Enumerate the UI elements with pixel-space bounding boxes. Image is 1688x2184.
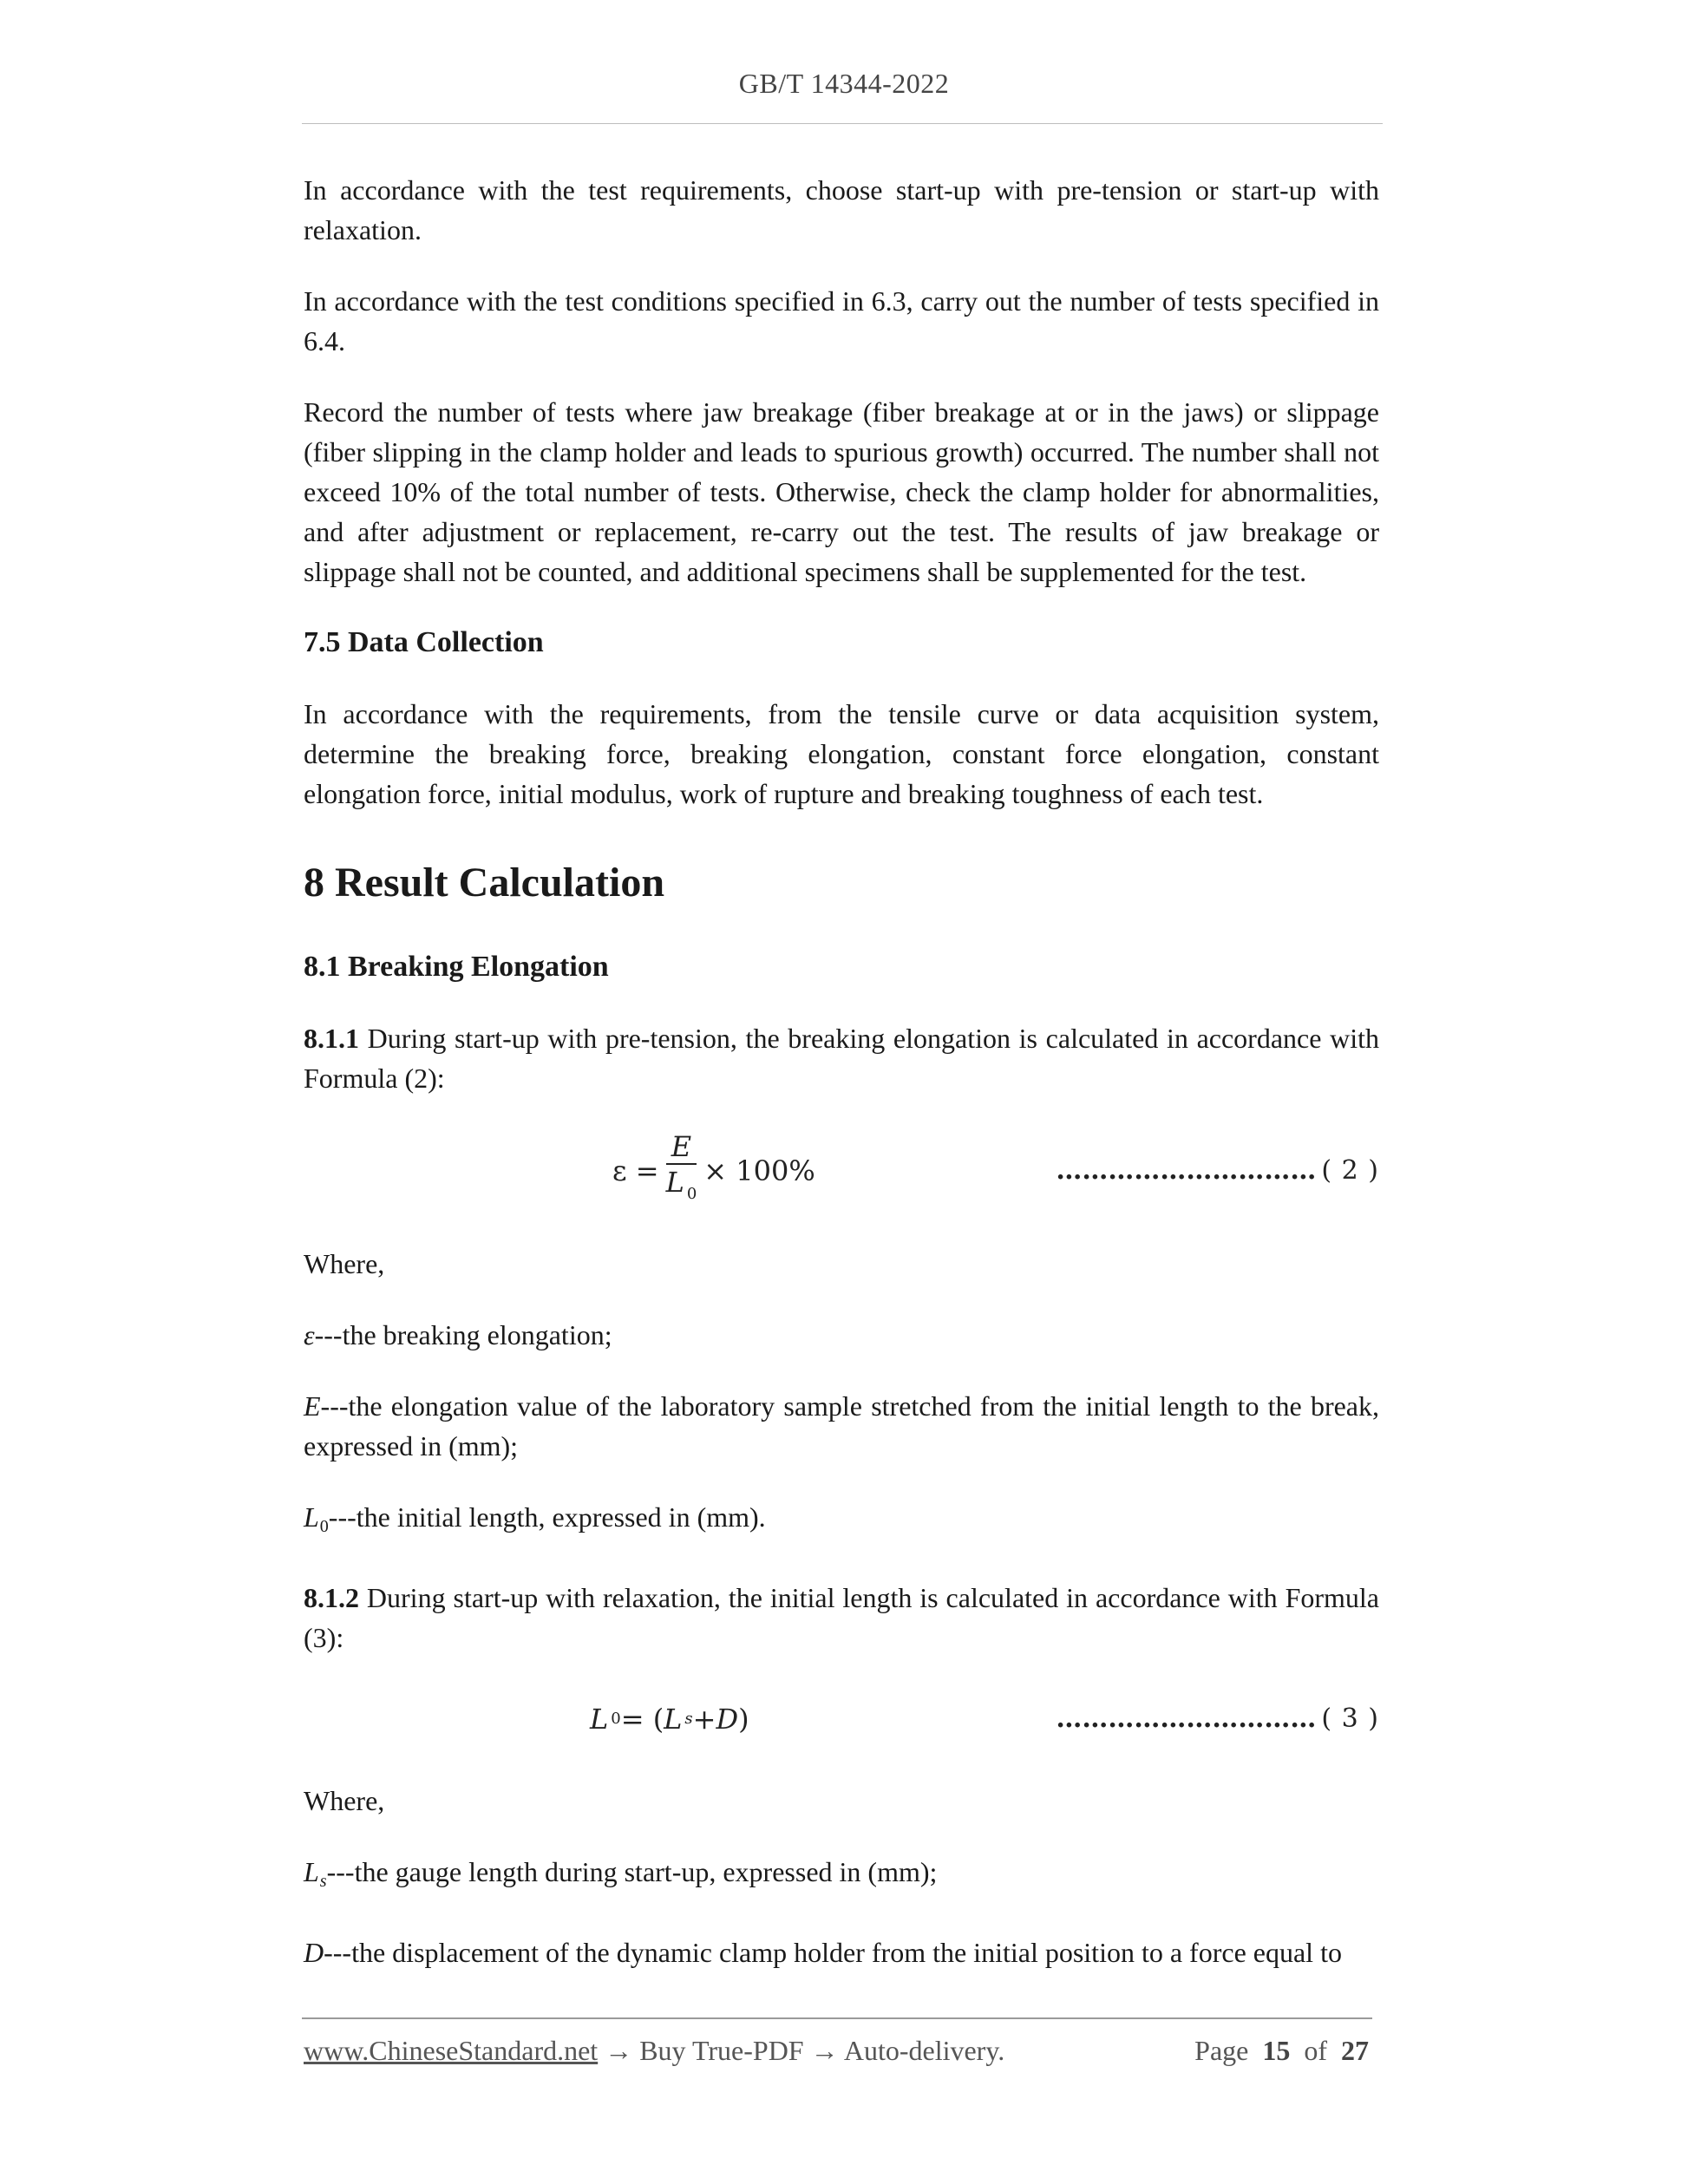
definition-text: ---the displacement of the dynamic clamp holder from the initial position to a force equal to bbox=[324, 1937, 1342, 1968]
clause-number: 8.1.2 bbox=[304, 1582, 359, 1613]
where-label-2: Where, bbox=[304, 1785, 385, 1816]
definition-symbol: D bbox=[304, 1937, 324, 1968]
formula-2-lhs: ε = bbox=[612, 1154, 659, 1187]
definition-text: ---the breaking elongation; bbox=[314, 1319, 612, 1350]
heading-7-5: 7.5 Data Collection bbox=[304, 626, 544, 658]
paragraph-startup-choice: In accordance with the test requirements, choose start-up with pre-tension or start-up with relaxation. bbox=[304, 174, 1379, 245]
header-divider bbox=[302, 123, 1383, 124]
formula-3-plus: + bbox=[692, 1703, 716, 1736]
formula-3-close: ) bbox=[738, 1703, 749, 1736]
formula-3-ls: L bbox=[664, 1703, 683, 1736]
formula-3-lhs-subscript: 0 bbox=[611, 1710, 621, 1728]
leader-dots: ………………………… bbox=[1056, 1155, 1317, 1186]
formula-3-d: D bbox=[716, 1703, 739, 1736]
definition-text: ---the initial length, expressed in (mm). bbox=[328, 1501, 766, 1533]
formula-2-denominator bbox=[666, 1165, 697, 1212]
definition-ls bbox=[304, 1852, 1379, 1901]
paragraph-jaw-breakage: Record the number of tests where jaw breakage (fiber breakage at or in the jaws) or slippage (fiber slipping in the clamp holder and leads to spurious growth) occurred. The number shall not exceed 10% of the total number of tests. Otherwise, check the clamp holder for abnormalities, and after adjustment or replacement, re-carry out the test. The results of jaw breakage or slippage shall not be counted, and additional specimens shall be supplemented for the test. bbox=[304, 396, 1379, 587]
clause-8-1-1 bbox=[304, 1018, 1379, 1098]
website-link[interactable]: www.ChineseStandard.net bbox=[304, 2035, 599, 2066]
heading-8: 8 Result Calculation bbox=[304, 860, 665, 906]
equation-number: ( 2 ) bbox=[1321, 1155, 1379, 1186]
denominator-symbol: L bbox=[665, 1166, 684, 1199]
page-number: 15 bbox=[1262, 2035, 1291, 2066]
footer-promo-text: → Buy True-PDF → Auto-delivery. bbox=[598, 2035, 1005, 2066]
leader-dots: ………………………… bbox=[1056, 1703, 1317, 1734]
of-word: of bbox=[1304, 2035, 1327, 2066]
clause-text: During start-up with relaxation, the initial length is calculated in accordance with Formula (3): bbox=[304, 1582, 1379, 1653]
definition-l0 bbox=[304, 1497, 1379, 1546]
formula-2-fraction bbox=[666, 1130, 697, 1212]
definition-d bbox=[304, 1932, 1379, 1972]
formula-3 bbox=[304, 1689, 1379, 1749]
where-label-1: Where, bbox=[304, 1248, 385, 1279]
formula-2-expression bbox=[612, 1129, 815, 1213]
formula-2-number bbox=[1056, 1129, 1379, 1213]
definition-symbol: L bbox=[304, 1501, 319, 1533]
formula-3-lhs: L bbox=[590, 1703, 609, 1736]
formula-3-expression bbox=[590, 1689, 749, 1749]
definition-epsilon bbox=[304, 1315, 1379, 1355]
formula-2-tail: × 100% bbox=[703, 1154, 815, 1187]
paragraph-test-count: In accordance with the test conditions specified in 6.3, carry out the number of tests specified in 6.4. bbox=[304, 285, 1379, 356]
definition-e bbox=[304, 1386, 1379, 1466]
definition-subscript: s bbox=[319, 1872, 327, 1891]
page-header: GB/T 14344-2022 bbox=[738, 68, 950, 99]
formula-3-ls-subscript: s bbox=[684, 1710, 693, 1728]
formula-3-equals: = ( bbox=[620, 1703, 664, 1736]
definition-symbol: E bbox=[304, 1390, 321, 1422]
clause-text: During start-up with pre-tension, the breaking elongation is calculated in accordance with Formula (2): bbox=[304, 1023, 1379, 1094]
page-indicator bbox=[1194, 2035, 1369, 2067]
footer-promo bbox=[304, 2035, 1004, 2067]
clause-8-1-2 bbox=[304, 1578, 1379, 1658]
footer-divider bbox=[302, 2017, 1372, 2019]
definition-symbol: ε bbox=[304, 1319, 315, 1350]
page-total: 27 bbox=[1341, 2035, 1369, 2066]
equation-number: ( 3 ) bbox=[1321, 1703, 1379, 1734]
denominator-subscript: 0 bbox=[686, 1185, 697, 1203]
heading-8-1: 8.1 Breaking Elongation bbox=[304, 951, 609, 983]
page-word: Page bbox=[1194, 2035, 1249, 2066]
clause-number: 8.1.1 bbox=[304, 1023, 359, 1054]
definition-text: ---the elongation value of the laboratory sample stretched from the initial length to the break, expressed in (mm); bbox=[304, 1390, 1379, 1461]
formula-3-number bbox=[1056, 1689, 1379, 1749]
formula-2 bbox=[304, 1129, 1379, 1213]
formula-2-numerator: E bbox=[666, 1130, 697, 1165]
paragraph-data-collection: In accordance with the requirements, from the tensile curve or data acquisition system, determine the breaking force, breaking elongation, constant force elongation, constant elongation force, initial modulus, work of rupture and breaking toughness of each test. bbox=[304, 698, 1379, 809]
definition-text: ---the gauge length during start-up, expressed in (mm); bbox=[326, 1856, 938, 1887]
definition-subscript: 0 bbox=[319, 1517, 329, 1536]
page-body bbox=[304, 170, 1379, 2004]
definition-symbol: L bbox=[304, 1856, 319, 1887]
